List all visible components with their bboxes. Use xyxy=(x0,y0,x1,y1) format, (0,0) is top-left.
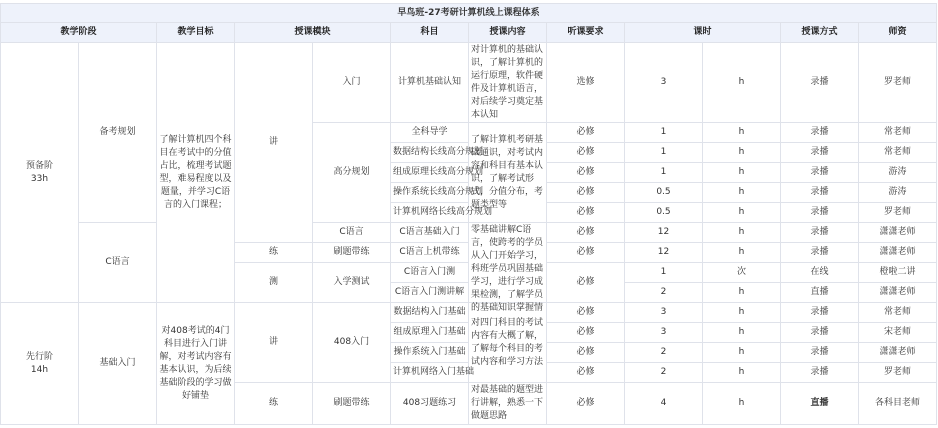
hours: 12 xyxy=(625,223,703,243)
header-content: 授课内容 xyxy=(469,23,547,43)
subject: 组成原理入门基础 xyxy=(391,323,469,343)
requirement: 必修 xyxy=(547,183,625,203)
method: 直播 xyxy=(781,383,859,425)
stage-label: 预备阶 xyxy=(25,160,53,171)
hours: 2 xyxy=(625,283,703,303)
requirement: 必修 xyxy=(547,383,625,425)
unit: 次 xyxy=(703,263,781,283)
unit: h xyxy=(703,283,781,303)
method: 录播 xyxy=(781,123,859,143)
module: C语言 xyxy=(313,223,391,243)
hours: 1 xyxy=(625,143,703,163)
unit: h xyxy=(703,383,781,425)
teacher: 潇潇老师 xyxy=(859,283,937,303)
sub-stage: C语言 xyxy=(79,223,157,303)
header-hours: 课时 xyxy=(625,23,781,43)
requirement: 必修 xyxy=(547,343,625,363)
requirement: 必修 xyxy=(547,143,625,163)
requirement: 必修 xyxy=(547,243,625,263)
module-type: 讲 xyxy=(235,43,313,243)
method: 录播 xyxy=(781,43,859,123)
subject: 数据结构长线高分规划 xyxy=(391,143,469,163)
header-row xyxy=(1,23,937,43)
teacher: 游涛 xyxy=(859,183,937,203)
subject: C语言基础入门 xyxy=(391,223,469,243)
hours: 2 xyxy=(625,363,703,383)
unit: h xyxy=(703,323,781,343)
subject: 全科导学 xyxy=(391,123,469,143)
method: 录播 xyxy=(781,303,859,323)
content-text: 零基础讲解C语言，使跨考的学员从入门开始学习，科班学员巩固基础学习，进行学习成果检测，了解学员的基础知识掌握情 xyxy=(471,224,544,313)
teacher: 常老师 xyxy=(859,123,937,143)
subject: 组成原理长线高分规划 xyxy=(391,163,469,183)
teacher: 各科目老师 xyxy=(859,383,937,425)
teacher: 常老师 xyxy=(859,143,937,163)
content xyxy=(469,43,547,123)
hours: 12 xyxy=(625,243,703,263)
hours: 3 xyxy=(625,323,703,343)
table-row xyxy=(1,303,937,323)
subject: 数据结构入门基础 xyxy=(391,303,469,323)
hours: 4 xyxy=(625,383,703,425)
module: 刷题带练 xyxy=(313,243,391,263)
unit: h xyxy=(703,203,781,223)
requirement: 必修 xyxy=(547,323,625,343)
method: 录播 xyxy=(781,323,859,343)
method: 录播 xyxy=(781,363,859,383)
module: 高分规划 xyxy=(313,123,391,223)
content-text: 了解计算机考研基础通识，对考试内容和科目有基本认识，了解考试形式，分值分布，考题类型等 xyxy=(471,134,544,210)
hours: 3 xyxy=(625,43,703,123)
table-row xyxy=(1,43,937,123)
requirement: 必修 xyxy=(547,223,625,243)
hours: 1 xyxy=(625,163,703,183)
method: 直播 xyxy=(781,283,859,303)
teacher: 游涛 xyxy=(859,163,937,183)
module: 入学测试 xyxy=(313,263,391,303)
module-type: 练 xyxy=(235,383,313,425)
unit: h xyxy=(703,343,781,363)
module: 刷题带练 xyxy=(313,383,391,425)
subject: 计算机基础认知 xyxy=(391,43,469,123)
module-type: 讲 xyxy=(235,303,313,383)
unit: h xyxy=(703,223,781,243)
header-stage: 教学阶段 xyxy=(1,23,157,43)
teacher: 罗老师 xyxy=(859,203,937,223)
sub-stage: 备考规划 xyxy=(79,43,157,223)
subject: 操作系统入门基础 xyxy=(391,343,469,363)
teacher: 潇潇老师 xyxy=(859,343,937,363)
content: 对四门科目的考试内容有大概了解，了解每个科目的考试内容和学习方法 xyxy=(469,303,547,383)
method: 录播 xyxy=(781,183,859,203)
teacher: 潇潇老师 xyxy=(859,223,937,243)
hours: 1 xyxy=(625,263,703,283)
unit: h xyxy=(703,243,781,263)
content-text: 对计算机的基础认识，了解计算机的运行原理，软件硬件及计算机语言，对后续学习奠定基本认知 xyxy=(471,44,544,120)
requirement: 必修 xyxy=(547,123,625,143)
module: 408入门 xyxy=(313,303,391,383)
method: 录播 xyxy=(781,243,859,263)
subject: C语言入门测讲解 xyxy=(391,283,469,303)
requirement: 必修 xyxy=(547,303,625,323)
hours: 2 xyxy=(625,343,703,363)
content: 对最基础的题型进行讲解，熟悉一下做题思路 xyxy=(469,383,547,425)
stage-label: 先行阶 xyxy=(25,351,53,362)
requirement: 必修 xyxy=(547,163,625,183)
header-method: 授课方式 xyxy=(781,23,859,43)
module-type: 练 xyxy=(235,243,313,263)
subject: 计算机网络长线高分规划 xyxy=(391,203,469,223)
method: 录播 xyxy=(781,203,859,223)
table-row xyxy=(1,223,937,243)
method: 在线 xyxy=(781,263,859,283)
teacher: 橙啦二讲 xyxy=(859,263,937,283)
hours: 3 xyxy=(625,303,703,323)
content xyxy=(469,223,547,313)
stage-name xyxy=(1,43,79,303)
header-requirement: 听课要求 xyxy=(547,23,625,43)
method: 录播 xyxy=(781,163,859,183)
requirement: 选修 xyxy=(547,43,625,123)
subject: 计算机网络入门基础 xyxy=(391,363,469,383)
hours: 0.5 xyxy=(625,183,703,203)
table-title: 早鸟班-27考研计算机线上课程体系 xyxy=(1,4,937,23)
header-teacher: 师资 xyxy=(859,23,937,43)
course-table xyxy=(0,3,937,425)
header-module: 授课模块 xyxy=(235,23,391,43)
subject: C语言入门测 xyxy=(391,263,469,283)
hours: 0.5 xyxy=(625,203,703,223)
stage-hours: 33h xyxy=(30,173,49,184)
teacher: 宋老师 xyxy=(859,323,937,343)
subject: 408习题练习 xyxy=(391,383,469,425)
unit: h xyxy=(703,143,781,163)
method: 录播 xyxy=(781,343,859,363)
requirement: 必修 xyxy=(547,263,625,303)
requirement: 必修 xyxy=(547,363,625,383)
teaching-goal: 了解计算机四个科目在考试中的分值占比，梳理考试题型，难易程度以及题量，并学习C语言的入门课程； xyxy=(157,43,235,303)
module-type: 测 xyxy=(235,263,313,303)
sub-stage: 基础入门 xyxy=(79,303,157,425)
method: 录播 xyxy=(781,143,859,163)
header-subject: 科目 xyxy=(391,23,469,43)
header-goal: 教学目标 xyxy=(157,23,235,43)
teacher: 罗老师 xyxy=(859,363,937,383)
stage-hours: 14h xyxy=(30,364,49,375)
unit: h xyxy=(703,183,781,203)
subject: C语言上机带练 xyxy=(391,243,469,263)
requirement: 必修 xyxy=(547,203,625,223)
teacher: 罗老师 xyxy=(859,43,937,123)
subject: 操作系统长线高分规划 xyxy=(391,183,469,203)
teacher: 常老师 xyxy=(859,303,937,323)
teacher: 潇潇老师 xyxy=(859,243,937,263)
hours: 1 xyxy=(625,123,703,143)
method: 录播 xyxy=(781,223,859,243)
module: 入门 xyxy=(313,43,391,123)
unit: h xyxy=(703,123,781,143)
unit: h xyxy=(703,303,781,323)
unit: h xyxy=(703,363,781,383)
unit: h xyxy=(703,163,781,183)
unit: h xyxy=(703,43,781,123)
stage-name xyxy=(1,303,79,425)
teaching-goal: 对408考试的4门科目进行入门讲解，对考试内容有基本认识，为后续基础阶段的学习做好铺垫 xyxy=(157,303,235,425)
